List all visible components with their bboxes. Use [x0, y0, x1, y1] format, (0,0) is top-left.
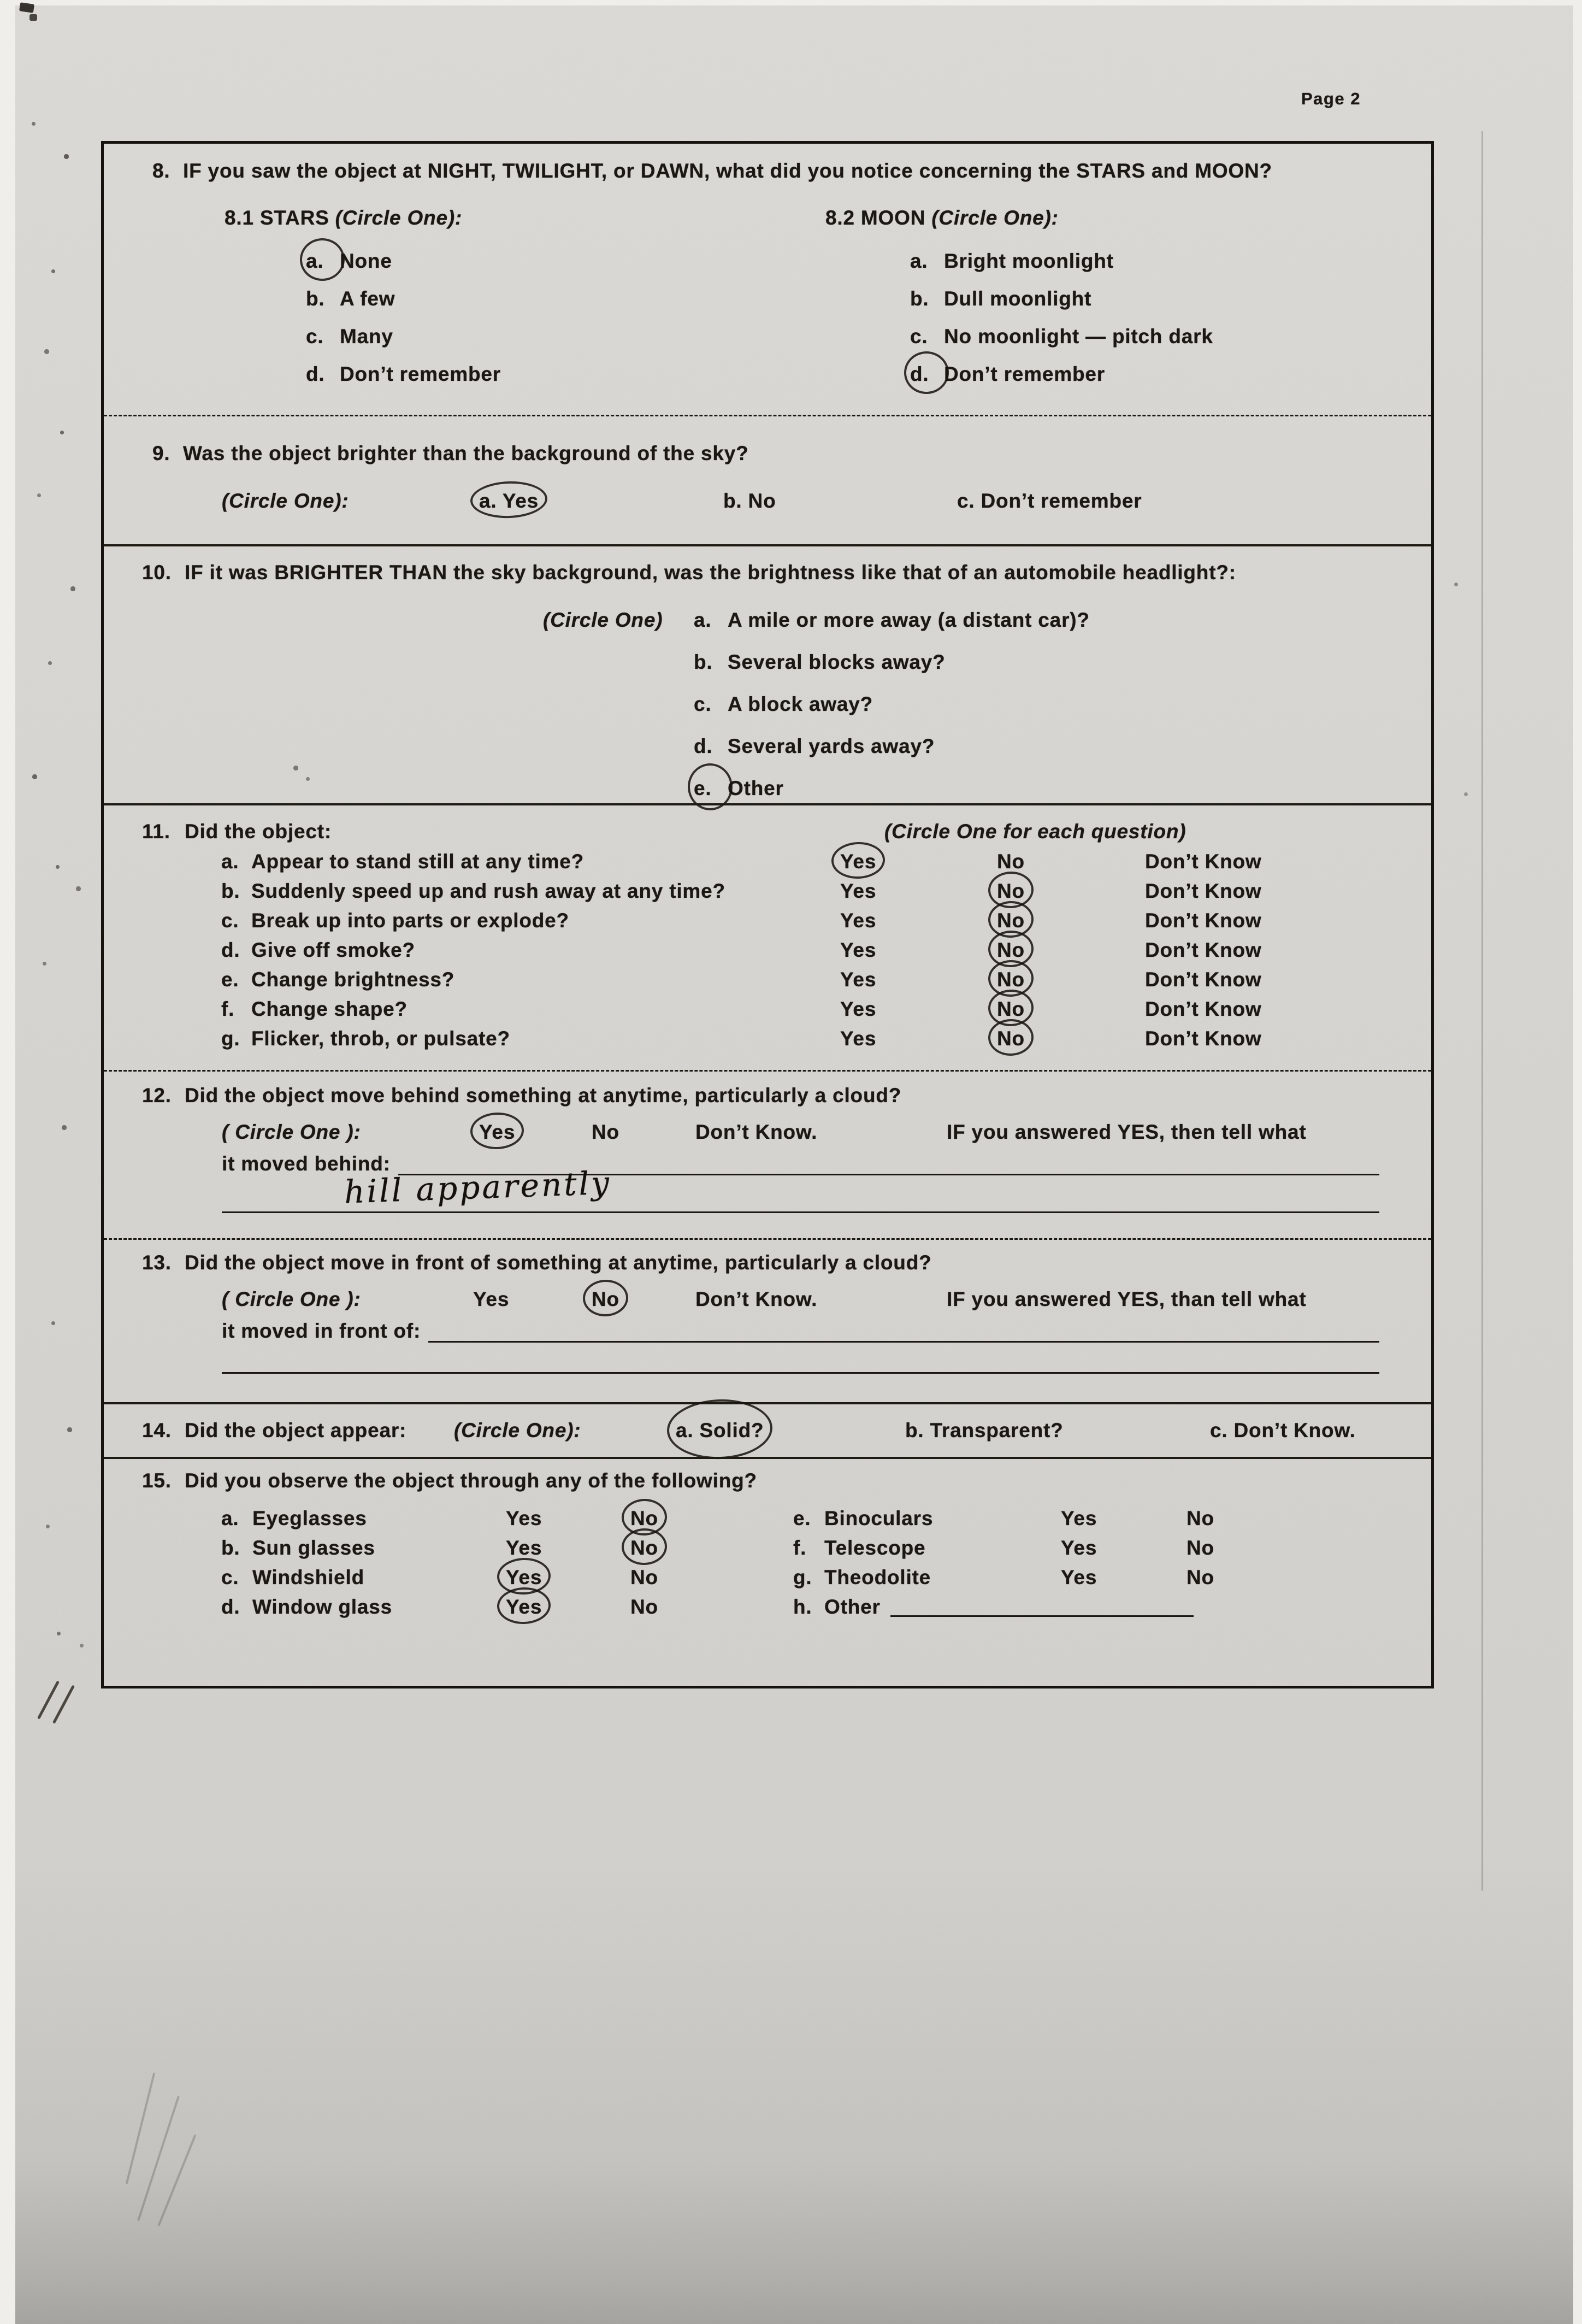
q13-text: Did the object move in front of something at anytime, particularly a cloud?	[185, 1251, 932, 1274]
q11-c-letter: c.	[221, 909, 239, 932]
q8-stars-option-b	[306, 280, 501, 317]
q15-e-letter: e.	[793, 1507, 811, 1529]
q11-text: Did the object:	[185, 820, 332, 843]
q15-h-other-blank	[890, 1615, 1194, 1617]
q10-e-text: Other	[728, 777, 784, 799]
q11-row-b	[104, 876, 1431, 906]
q15-e-text: Binoculars	[824, 1507, 934, 1529]
q8-moon-b-text: Dull moonlight	[944, 287, 1092, 310]
q9-answer-no: b. No	[723, 490, 776, 512]
q15-f-text: Telescope	[824, 1537, 926, 1559]
q11-row-f	[104, 995, 1431, 1024]
q8-stars-c-letter: c.	[306, 325, 324, 348]
q15-row-b-f	[104, 1533, 1431, 1563]
q12-text: Did the object move behind something at anytime, particularly a cloud?	[185, 1084, 902, 1107]
q11-c-no: No	[997, 906, 1025, 936]
q11-row-g	[104, 1024, 1431, 1054]
q15-g-text: Theodolite	[824, 1566, 931, 1588]
q8-moon-d-letter: d.	[910, 355, 944, 393]
q8-stars-option-a	[306, 242, 501, 280]
q15-row-c-g	[104, 1563, 1431, 1592]
q11-b-dont-know: Don’t Know	[1145, 880, 1262, 902]
q8-moon-option-a	[910, 242, 1213, 280]
q9-answer-dont-remember: c. Don’t remember	[957, 490, 1142, 512]
q11-f-dont-know: Don’t Know	[1145, 998, 1262, 1020]
q11-a-yes: Yes	[840, 847, 876, 876]
q15-c-no: No	[630, 1566, 658, 1588]
q15-g-no: No	[1186, 1566, 1214, 1588]
question-12-section	[104, 1070, 1431, 1238]
q15-f-yes: Yes	[1061, 1537, 1097, 1559]
q15-c-letter: c.	[221, 1566, 239, 1588]
scan-corner-mark	[29, 14, 37, 21]
q15-c-yes: Yes	[506, 1563, 542, 1592]
q8-stars-options	[306, 242, 501, 393]
q15-b-yes: Yes	[506, 1537, 542, 1559]
q11-b-letter: b.	[221, 880, 240, 902]
q15-h-letter: h.	[793, 1596, 812, 1618]
scan-specks	[0, 0, 2, 2]
q11-b-yes: Yes	[840, 880, 877, 902]
q8-stars-c-text: Many	[340, 325, 393, 348]
q8-number: 8.	[152, 160, 170, 182]
q15-row-a-e	[104, 1504, 1431, 1533]
q8-stars-b-letter: b.	[306, 287, 325, 310]
q11-c-text: Break up into parts or explode?	[251, 909, 569, 932]
q15-b-text: Sun glasses	[252, 1537, 375, 1559]
q11-g-yes: Yes	[840, 1027, 877, 1050]
q11-row-e	[104, 965, 1431, 995]
q12-yes: Yes	[479, 1117, 515, 1147]
q10-c-letter: c.	[694, 693, 712, 715]
page-number: Page 2	[1301, 89, 1361, 108]
question-11-section	[104, 803, 1431, 1070]
question-14-section	[104, 1402, 1431, 1457]
q11-e-dont-know: Don’t Know	[1145, 968, 1262, 991]
q15-d-no: No	[630, 1596, 658, 1618]
q11-d-letter: d.	[221, 939, 240, 961]
q10-option-d	[694, 725, 1090, 767]
q8-moon-circle-one-label: (Circle One):	[931, 207, 1059, 229]
q8-moon-d-text: Don’t remember	[944, 363, 1105, 385]
q10-c-text: A block away?	[728, 693, 873, 715]
q11-f-yes: Yes	[840, 998, 877, 1020]
q8-stars-b-text: A few	[340, 287, 396, 310]
scan-corner-mark	[19, 2, 34, 13]
q13-number: 13.	[142, 1251, 172, 1274]
question-10-section	[104, 544, 1431, 803]
q11-c-yes: Yes	[840, 909, 877, 932]
q11-g-no: No	[997, 1024, 1025, 1054]
q10-a-letter: a.	[694, 609, 712, 631]
q14-dont-know: c. Don’t Know.	[1210, 1419, 1356, 1442]
q13-yes: Yes	[473, 1288, 510, 1310]
q13-moved-in-front-blank	[428, 1337, 1379, 1343]
q10-b-letter: b.	[694, 651, 713, 673]
q11-e-text: Change brightness?	[251, 968, 455, 991]
q13-circle-one-label: ( Circle One ):	[222, 1288, 361, 1310]
q11-number: 11.	[142, 820, 170, 843]
question-8-section	[104, 144, 1431, 415]
q15-d-yes: Yes	[506, 1592, 542, 1622]
q15-a-text: Eyeglasses	[252, 1507, 367, 1529]
q12-tell-what: IF you answered YES, then tell what	[947, 1121, 1307, 1143]
q11-f-no: No	[997, 995, 1025, 1024]
q8-stars-option-d	[306, 355, 501, 393]
q10-option-a	[694, 599, 1090, 641]
q10-d-letter: d.	[694, 735, 713, 757]
q8-stars-option-c	[306, 317, 501, 355]
q11-g-dont-know: Don’t Know	[1145, 1027, 1262, 1050]
q11-b-no: No	[997, 876, 1025, 906]
q11-f-text: Change shape?	[251, 998, 408, 1020]
q12-extra-blank-line	[222, 1211, 1379, 1213]
q12-handwritten-answer: hill apparently	[343, 1164, 612, 1211]
q8-stars-a-letter: a.	[306, 242, 340, 280]
q11-row-d	[104, 936, 1431, 965]
q12-no: No	[592, 1121, 619, 1143]
q13-dont-know: Don’t Know.	[695, 1288, 818, 1310]
q11-g-letter: g.	[221, 1027, 240, 1050]
q11-d-dont-know: Don’t Know	[1145, 939, 1262, 961]
q15-h-text: Other	[824, 1596, 881, 1618]
q8-moon-options	[910, 242, 1213, 393]
q8-moon-b-letter: b.	[910, 287, 929, 310]
questionnaire-form	[101, 141, 1434, 1688]
q10-number: 10.	[142, 561, 172, 584]
q10-b-text: Several blocks away?	[728, 651, 946, 673]
q10-e-letter: e.	[694, 767, 728, 809]
q8-moon-option-c	[910, 317, 1213, 355]
q12-number: 12.	[142, 1084, 172, 1107]
q11-a-no: No	[997, 850, 1025, 873]
q11-c-dont-know: Don’t Know	[1145, 909, 1262, 932]
q14-circle-one-label: (Circle One):	[454, 1419, 581, 1442]
q15-e-no: No	[1186, 1507, 1214, 1529]
q11-d-yes: Yes	[840, 939, 877, 961]
q14-solid: a. Solid?	[676, 1404, 764, 1457]
q14-number: 14.	[142, 1419, 172, 1442]
q15-c-text: Windshield	[252, 1566, 364, 1588]
q8-moon-option-b	[910, 280, 1213, 317]
q10-a-text: A mile or more away (a distant car)?	[728, 609, 1090, 631]
q9-number: 9.	[152, 442, 170, 464]
q11-row-a	[104, 847, 1431, 876]
q15-d-text: Window glass	[252, 1596, 392, 1618]
q11-e-yes: Yes	[840, 968, 877, 991]
q12-circle-one-label: ( Circle One ):	[222, 1121, 361, 1143]
q15-g-yes: Yes	[1061, 1566, 1097, 1588]
q15-b-letter: b.	[221, 1537, 240, 1559]
q10-text: IF it was BRIGHTER THAN the sky background, was the brightness like that of an automobile headlight?:	[185, 561, 1236, 584]
q8-moon-a-text: Bright moonlight	[944, 250, 1114, 272]
q10-d-text: Several yards away?	[728, 735, 935, 757]
q8-stars-circle-one-label: (Circle One):	[335, 207, 463, 229]
q11-e-no: No	[997, 965, 1025, 995]
q8-stars-d-text: Don’t remember	[340, 363, 501, 385]
q13-moved-in-front-label: it moved in front of:	[222, 1320, 421, 1342]
q11-row-c	[104, 906, 1431, 936]
q15-row-d-h	[104, 1592, 1431, 1622]
q8-stars-d-letter: d.	[306, 363, 325, 385]
question-13-section	[104, 1238, 1431, 1402]
q15-text: Did you observe the object through any of the following?	[185, 1469, 757, 1492]
q8-moon-a-letter: a.	[910, 250, 928, 272]
q15-e-yes: Yes	[1061, 1507, 1097, 1529]
q11-g-text: Flicker, throb, or pulsate?	[251, 1027, 510, 1050]
q8-moon-c-letter: c.	[910, 325, 928, 348]
q11-d-no: No	[997, 936, 1025, 965]
q15-a-no: No	[630, 1504, 658, 1533]
q9-circle-one-label: (Circle One):	[222, 490, 349, 512]
question-15-section	[104, 1457, 1431, 1686]
q14-transparent: b. Transparent?	[905, 1419, 1064, 1442]
q12-moved-behind-label: it moved behind:	[222, 1152, 391, 1175]
q15-a-yes: Yes	[506, 1507, 542, 1529]
q13-extra-blank-line	[222, 1372, 1379, 1374]
page-edge-shadow	[1481, 131, 1483, 1891]
q15-b-no: No	[630, 1533, 658, 1563]
q11-circle-one-note: (Circle One for each question)	[884, 820, 1186, 843]
q9-answer-yes: a. Yes	[479, 486, 539, 516]
q10-option-b	[694, 641, 1090, 683]
q15-f-letter: f.	[793, 1537, 807, 1559]
q11-e-letter: e.	[221, 968, 239, 991]
q13-no: No	[592, 1285, 619, 1314]
q8-stars-label: 8.1 STARS	[225, 207, 329, 229]
q15-f-no: No	[1186, 1537, 1214, 1559]
q8-text: IF you saw the object at NIGHT, TWILIGHT, or DAWN, what did you notice concerning the STARS and MOON?	[183, 160, 1272, 182]
q11-a-dont-know: Don’t Know	[1145, 850, 1262, 873]
q8-moon-option-d	[910, 355, 1213, 393]
q8-stars-a-text: None	[340, 250, 392, 272]
q11-f-letter: f.	[221, 998, 235, 1020]
q11-b-text: Suddenly speed up and rush away at any time?	[251, 880, 725, 902]
q15-d-letter: d.	[221, 1596, 240, 1618]
q15-number: 15.	[142, 1469, 172, 1492]
q12-dont-know: Don’t Know.	[695, 1121, 818, 1143]
q13-tell-what: IF you answered YES, than tell what	[947, 1288, 1307, 1310]
q15-a-letter: a.	[221, 1507, 239, 1529]
q10-options	[694, 599, 1090, 809]
q10-option-c	[694, 683, 1090, 725]
q14-text: Did the object appear:	[185, 1419, 407, 1442]
q10-circle-one-label: (Circle One)	[543, 609, 663, 631]
question-9-section	[104, 415, 1431, 544]
q8-moon-label: 8.2 MOON	[825, 207, 926, 229]
q11-a-letter: a.	[221, 850, 239, 873]
q15-g-letter: g.	[793, 1566, 812, 1588]
q8-moon-c-text: No moonlight — pitch dark	[944, 325, 1213, 348]
q9-text: Was the object brighter than the background of the sky?	[183, 442, 749, 464]
q11-a-text: Appear to stand still at any time?	[251, 850, 585, 873]
q11-d-text: Give off smoke?	[251, 939, 415, 961]
